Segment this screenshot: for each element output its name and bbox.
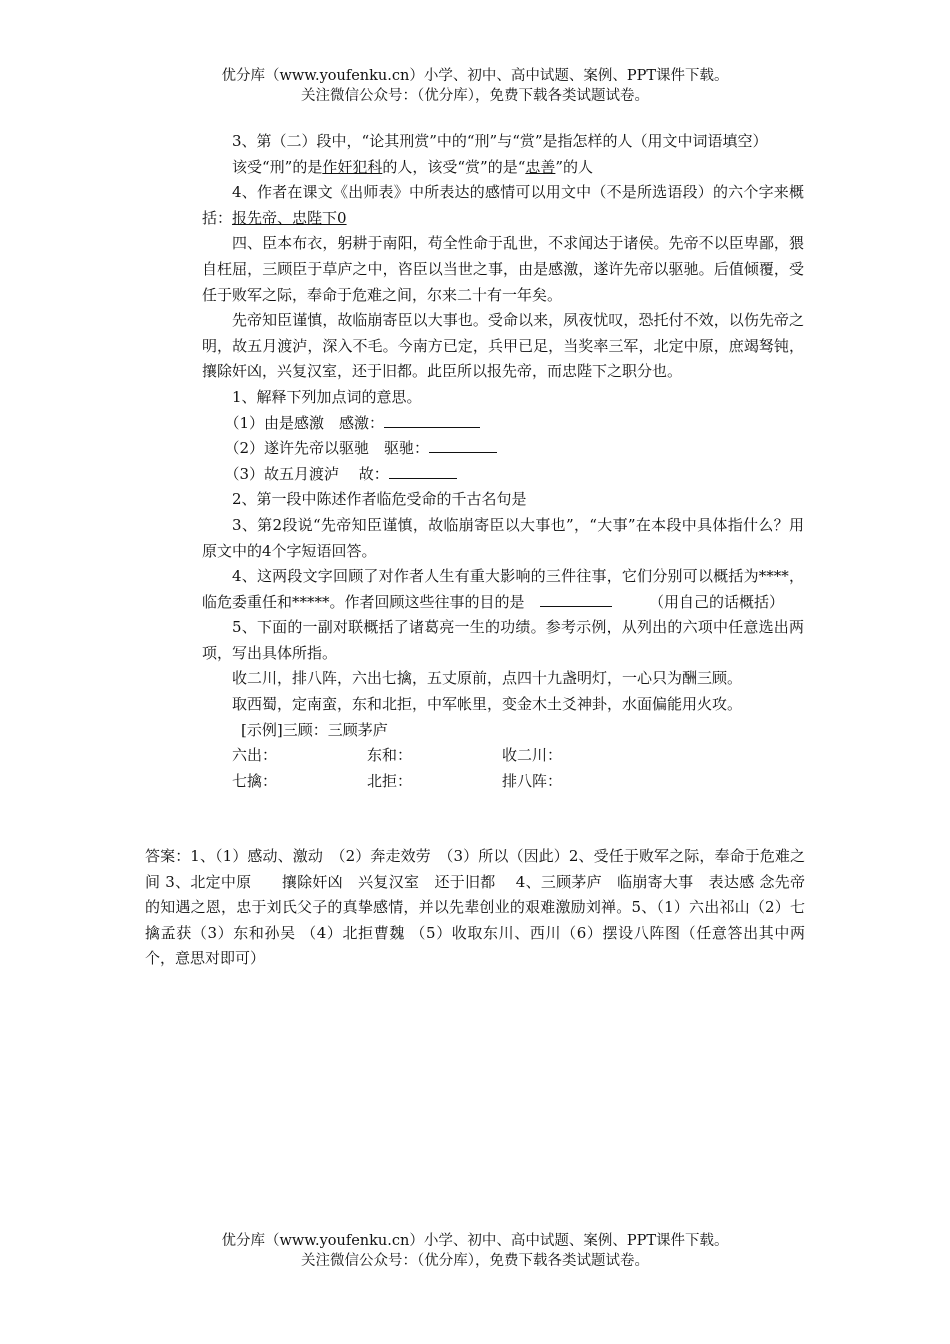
footer-line-2: 关注微信公众号：（优分库），免费下载各类试题试卷。 — [301, 1253, 649, 1269]
grid-cell: 七擒： — [232, 771, 278, 790]
answer-text: 的人，该受“赏”的是“ — [382, 157, 526, 176]
question-3-prompt: 3、第（二）段中，“论其刑赏”中的“刑”与“赏”是指怎样的人（用文中词语填空） — [232, 132, 768, 150]
exercise-1-item-1 — [202, 411, 804, 437]
answer-underlined: 报先帝、忠陛下0 — [232, 208, 347, 227]
exercise-4-prompt — [202, 564, 804, 615]
answer-grid-row-2 — [232, 769, 804, 795]
document-body — [202, 129, 804, 794]
fill-blank — [540, 590, 612, 607]
item-text: （1）由是感激 感激： — [224, 413, 385, 432]
exercise-1-item-3 — [202, 462, 804, 488]
answer-underlined-1: 作奸犯科 — [322, 157, 383, 176]
question-text: 4、作者在课文《出师表》中所表达的感情可以用文中（不是所选语段）的六个字来概括： — [202, 183, 804, 227]
passage-paragraph-2: 先帝知臣谨慎，故临崩寄臣以大事也。受命以来，夙夜忧叹，恐托付不效，以伤先帝之明，故五月渡泸，深入不毛。今南方已定，兵甲已足，当奖率三军，北定中原，庶竭驽钝，攘除奸凶，兴复汉室，还于旧都。此臣所以报先帝，而忠陛下之职分也。 — [202, 311, 804, 381]
fill-blank — [389, 462, 457, 479]
exercise-3-prompt: 3、第2段说“先帝知臣谨慎，故临崩寄臣以大事也”，“大事”在本段中具体指什么？用原文中的4个字短语回答。 — [202, 515, 804, 560]
question-text: （用自己的话概括） — [656, 592, 785, 611]
item-text: （2）遂许先帝以驱驰 驱驰： — [224, 439, 430, 458]
exercise-1-prompt: 1、解释下列加点词的意思。 — [232, 387, 422, 406]
footer-line-1: 优分库（www.youfenku.cn）小学、初中、高中试题、案例、PPT课件下载。 — [221, 1233, 729, 1249]
page-header — [0, 66, 950, 106]
grid-cell: 六出： — [232, 746, 278, 765]
passage-paragraph-1: 四、臣本布衣，躬耕于南阳，苟全性命于乱世，不求闻达于诸侯。先帝不以臣卑鄙，猥自枉屈，三顾臣于草庐之中，咨臣以当世之事，由是感激，遂许先帝以驱驰。后值倾覆，受任于败军之际，奉命于危难之间，尔来二十有一年矣。 — [202, 234, 804, 304]
header-line-2: 关注微信公众号：（优分库），免费下载各类试题试卷。 — [301, 88, 649, 104]
fill-blank — [429, 436, 497, 453]
grid-cell: 北拒： — [367, 771, 413, 790]
question-4-prompt — [202, 180, 804, 231]
answer-text: ”的人 — [555, 157, 594, 176]
example-line: [示例]三顾：三顾茅庐 — [241, 720, 388, 739]
exercise-1-item-2 — [202, 436, 804, 462]
fill-blank — [384, 411, 480, 428]
answer-key-text: 答案：1、（1）感动、激动 （2）奔走效劳 （3）所以（因此）2、受任于败军之际，奉命于危难之间 3、北定中原 攘除奸凶 兴复汉室 还于旧都 4、三顾茅庐 临崩寄大事 表达感 念先帝的知遇之恩，忠于刘氏父子的真挚感情，并以先辈创业的艰难激励刘禅。5、（1）六出祁山（2）七擒孟获（3）东和孙吴 （4）北拒曹魏 （5）收取东川、西川（6）摆设八阵图（任意答出其中两个，意思对即可） — [145, 847, 805, 968]
couplet-line-1: 收二川，排八阵，六出七擒，五丈原前，点四十九盏明灯，一心只为酬三顾。 — [232, 669, 743, 688]
answer-key — [145, 844, 805, 972]
exercise-2-prompt: 2、第一段中陈述作者临危受命的千古名句是 — [232, 490, 527, 509]
grid-cell: 东和： — [367, 746, 413, 765]
grid-cell: 收二川： — [502, 746, 563, 765]
item-text: （3）故五月渡泸 故： — [224, 464, 389, 483]
question-3-answer — [202, 155, 804, 181]
answer-underlined-2: 忠善 — [525, 157, 556, 176]
page-footer — [0, 1231, 950, 1271]
question-text: 4、这两段文字回顾了对作者人生有重大影响的三件往事，它们分别可以概括为****，临危委重任和*****。作者回顾这些往事的目的是 — [202, 567, 804, 611]
exercise-5-prompt: 5、下面的一副对联概括了诸葛亮一生的功绩。参考示例，从列出的六项中任意选出两项，写出具体所指。 — [202, 618, 804, 662]
header-line-1: 优分库（www.youfenku.cn）小学、初中、高中试题、案例、PPT课件下载。 — [221, 68, 729, 84]
couplet-line-2: 取西蜀，定南蛮，东和北拒，中军帐里，变金木土爻神卦，水面偏能用火攻。 — [232, 695, 743, 714]
answer-grid-row-1 — [232, 743, 804, 769]
answer-text: 该受“刑”的是 — [232, 157, 323, 176]
grid-cell: 排八阵： — [502, 771, 563, 790]
